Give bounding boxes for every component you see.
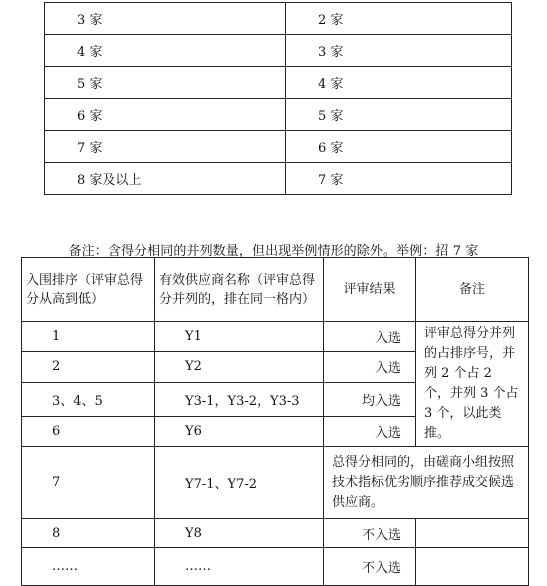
ranking-table <box>21 257 529 586</box>
remark-cell: 评审总得分并列的占排序号，并列 2 个占 2 个，并列 3 个占 3 个，以此类推。 <box>416 322 529 447</box>
table-cell: 3 家 <box>286 35 512 67</box>
header-supplier: 有效供应商名称（评审总得分并列的，排在同一格内） <box>155 258 324 322</box>
supplier-cell: Y6 <box>155 417 324 447</box>
table-header-row <box>22 258 529 322</box>
supplier-cell: Y3-1，Y3-2，Y3-3 <box>155 382 324 416</box>
supplier-cell: Y1 <box>155 322 324 352</box>
quota-table <box>44 2 512 195</box>
result-cell: 均入选 <box>324 382 416 416</box>
header-result: 评审结果 <box>324 258 416 322</box>
rank-cell: 8 <box>22 519 155 548</box>
remark-cell <box>416 548 529 586</box>
table-row <box>45 67 512 99</box>
result-cell: 入选 <box>324 417 416 447</box>
rank-cell: 6 <box>22 417 155 447</box>
result-cell: 入选 <box>324 351 416 382</box>
result-cell: 入选 <box>324 322 416 352</box>
supplier-cell: …… <box>155 548 324 586</box>
remark-cell: 总得分相同的，由磋商小组按照技术指标优劣顺序推荐成交候选供应商。 <box>324 447 529 519</box>
rank-cell: 2 <box>22 351 155 382</box>
header-rank: 入围排序（评审总得分从高到低） <box>22 258 155 322</box>
table-row <box>45 35 512 67</box>
table-row <box>45 99 512 131</box>
rank-cell: 7 <box>22 447 155 519</box>
supplier-cell: Y8 <box>155 519 324 548</box>
note-text: 备注：含得分相同的并列数量，但出现举例情形的除外。举例：招 7 家 <box>68 244 479 259</box>
table-row <box>45 131 512 163</box>
result-cell: 不入选 <box>324 519 416 548</box>
table-cell: 3 家 <box>45 3 286 35</box>
supplier-cell: Y7-1、Y7-2 <box>155 447 324 519</box>
table-cell: 5 家 <box>45 67 286 99</box>
table-cell: 4 家 <box>286 67 512 99</box>
table-row <box>45 163 512 195</box>
table-cell: 5 家 <box>286 99 512 131</box>
rank-cell: 3、4、5 <box>22 382 155 416</box>
table-row <box>22 519 529 548</box>
remark-cell <box>416 519 529 548</box>
table-row <box>22 447 529 519</box>
table-cell: 6 家 <box>45 99 286 131</box>
header-remark: 备注 <box>416 258 529 322</box>
result-cell: 不入选 <box>324 548 416 586</box>
rank-cell: 1 <box>22 322 155 352</box>
table-row <box>45 3 512 35</box>
table-row <box>22 548 529 586</box>
table-cell: 6 家 <box>286 131 512 163</box>
table-cell: 7 家 <box>45 131 286 163</box>
table-cell: 2 家 <box>286 3 512 35</box>
supplier-cell: Y2 <box>155 351 324 382</box>
table-row <box>22 322 529 352</box>
table-cell: 8 家及以上 <box>45 163 286 195</box>
rank-cell: …… <box>22 548 155 586</box>
table-cell: 7 家 <box>286 163 512 195</box>
table-cell: 4 家 <box>45 35 286 67</box>
